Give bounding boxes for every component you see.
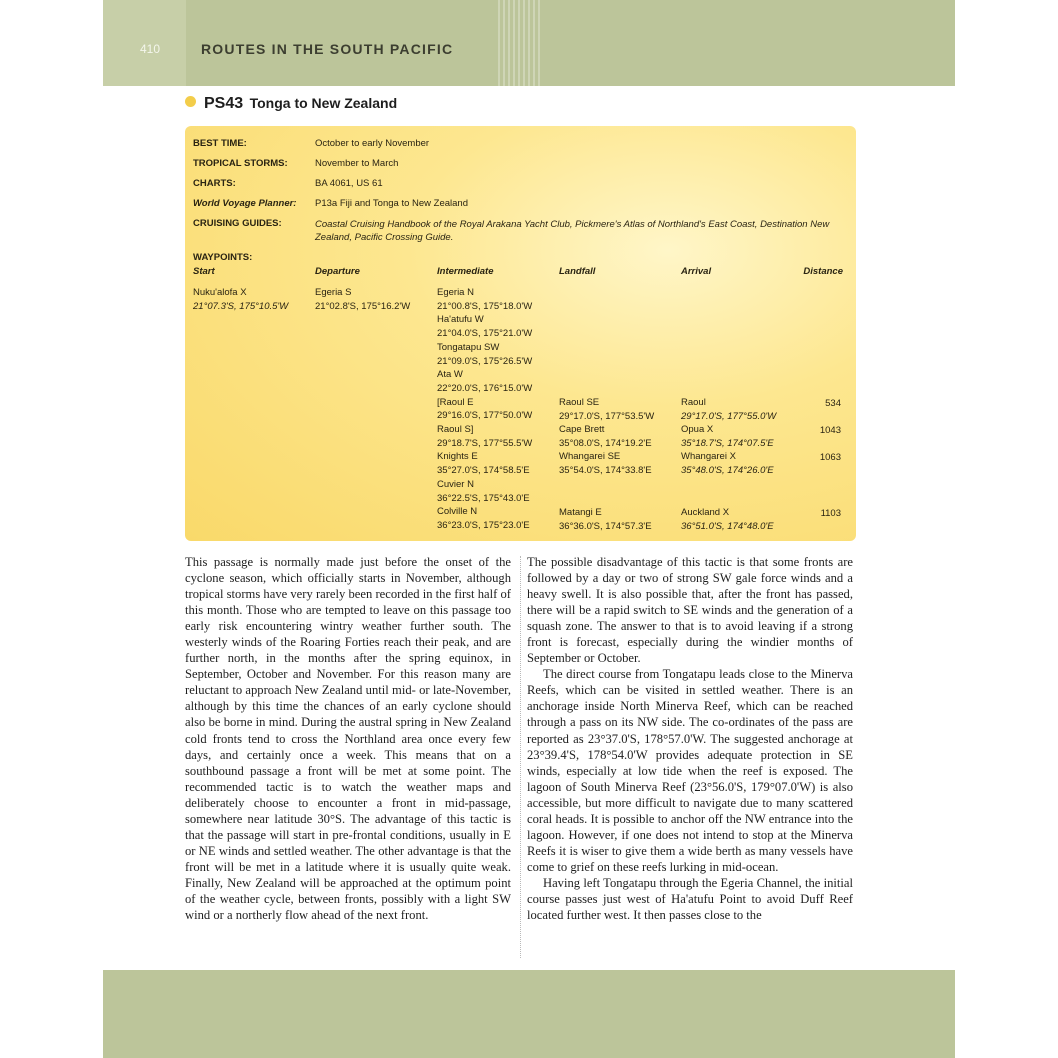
- waypoint-name: Tongatapu SW: [437, 341, 500, 353]
- column-header-distance: Distance: [803, 266, 843, 277]
- yellow-bullet-icon: [185, 96, 196, 107]
- route-distance: 1103: [820, 508, 841, 519]
- body-column-left: [185, 554, 511, 923]
- waypoint-coord: 21°00.8'S, 175°18.0'W: [437, 300, 533, 312]
- waypoint-name: Cuvier N: [437, 478, 474, 490]
- waypoint-coord: 35°48.0'S, 174°26.0'E: [681, 464, 774, 476]
- column-header-arrival: Arrival: [681, 266, 712, 277]
- arrival-waypoint: [681, 423, 774, 450]
- waypoint-name: Ha'atufu W: [437, 314, 484, 326]
- column-header-departure: Departure: [315, 266, 360, 277]
- body-paragraph: This passage is normally made just before the onset of the cyclone season, which officially starts in November, although tropical storms have very rarely been recorded in the first half of this month. Those who are tempted to leave on this passage too early risk encountering wintry weather further south. The westerly winds of the Roaring Forties reach their peak, and are further north, in the months after the spring equinox, in September, October and November. For this reason many are reluctant to approach New Zealand until mid- or late-November, although by this time the chances of an early cyclone should also be borne in mind. During the austral spring in New Zealand cold fronts tend to cross the Northland area once every few days, and certainly once a week. This means that on a southbound passage a front will be met at some point. The recommended tactic is to watch the weather maps and deliberately choose to encounter a front in mid-passage, somewhere near latitude 30°S. The advantage of this tactic is that the passage will start in pre-frontal conditions, usually in E or NE winds and settled weather. The other advantage is that the front will be met in a latitude where it is usually quite weak. Finally, New Zealand will be approached at the optimum point of the weather cycle, between fronts, possibly with a light SW wind or a northerly flow ahead of the next front.: [185, 555, 511, 923]
- body-paragraph: Having left Tongatapu through the Egeria Channel, the initial course passes just west of Ha'atufu Point to avoid Duff Reef located further west. It then passes close to the: [527, 875, 853, 923]
- waypoint-coord: 21°07.3'S, 175°10.5'W: [193, 300, 289, 312]
- waypoint-name: Nuku'alofa X: [193, 287, 247, 298]
- page: [103, 0, 955, 1058]
- waypoint-name: Opua X: [681, 424, 714, 435]
- waypoint-name: Cape Brett: [559, 424, 605, 435]
- arrival-waypoint: [681, 506, 774, 533]
- waypoint-coord: 35°08.0'S, 174°19.2'E: [559, 437, 652, 449]
- info-value: Coastal Cruising Handbook of the Royal Arakana Yacht Club, Pickmere's Atlas of Northland's East Coast, Destination New Zealand, Pacific Crossing Guide.: [315, 219, 830, 243]
- waypoint-coord: 21°09.0'S, 175°26.5'W: [437, 355, 533, 367]
- column-header-landfall: Landfall: [559, 266, 596, 277]
- waypoint-name: Whangarei SE: [559, 451, 621, 462]
- waypoint-name: Raoul S]: [437, 424, 474, 436]
- start-waypoint: [193, 286, 288, 313]
- waypoint-name: Egeria S: [315, 287, 352, 298]
- column-header-start: Start: [193, 266, 215, 277]
- route-title: Tonga to New Zealand: [249, 95, 398, 111]
- waypoint-coord: 29°18.7'S, 177°55.5'W: [437, 437, 533, 449]
- waypoint-coord: 35°54.0'S, 174°33.8'E: [559, 464, 652, 476]
- waypoint-coord: 36°51.0'S, 174°48.0'E: [681, 520, 774, 532]
- waypoints-label: WAYPOINTS:: [193, 252, 253, 263]
- info-label: TROPICAL STORMS:: [193, 158, 288, 169]
- waypoint-name: Matangi E: [559, 507, 602, 518]
- waypoint-name: Raoul SE: [559, 397, 600, 408]
- route-info-box: [185, 126, 856, 541]
- info-label: BEST TIME:: [193, 138, 247, 149]
- waypoint-coord: 35°18.7'S, 174°07.5'E: [681, 437, 774, 449]
- info-value: P13a Fiji and Tonga to New Zealand: [315, 198, 468, 209]
- waypoint-coord: 36°23.0'S, 175°23.0'E: [437, 519, 530, 531]
- running-title: ROUTES IN THE SOUTH PACIFIC: [201, 41, 454, 57]
- landfall-waypoint: [559, 423, 652, 450]
- landfall-waypoint: [559, 450, 652, 477]
- route-distance: 1063: [819, 452, 841, 463]
- waypoint-coord: 21°04.0'S, 175°21.0'W: [437, 328, 533, 340]
- info-label: CRUISING GUIDES:: [193, 218, 282, 229]
- waypoint-name: Auckland X: [681, 507, 730, 518]
- waypoint-coord: 29°17.0'S, 177°55.0'W: [681, 410, 777, 422]
- waypoint-name: Knights E: [437, 451, 478, 463]
- route-code: PS43: [204, 95, 244, 112]
- waypoint-name: Colville N: [437, 506, 478, 518]
- body-paragraph: The direct course from Tongatapu leads close to the Minerva Reefs, which can be visited in settled weather. There is an anchorage inside North Minerva Reef, which can be reached through a pass on its NW side. The co-ordinates of the pass are reported as 23°37.0'S, 178°57.0'W. The suggested anchorage at 23°39.4'S, 178°54.0'W provides adequate protection in SE winds, especially at low tide when the reef is exposed. The lagoon of South Minerva Reef (23°56.0'S, 179°07.0'W) is also accessible, but more difficult to navigate due to many scattered coral heads. It is possible to anchor off the NW entrance into the lagoon. However, if one does not intend to stop at the Minerva Reefs it is wiser to give them a wide berth as many vessels have come to grief on these reefs lurking in mid-ocean.: [527, 667, 853, 874]
- landfall-waypoint: [559, 396, 654, 423]
- page-number: 410: [140, 42, 161, 56]
- info-label: World Voyage Planner:: [193, 198, 297, 209]
- header-stripe-pattern: [498, 0, 543, 86]
- arrival-waypoint: [681, 396, 776, 423]
- waypoint-name: Egeria N: [437, 287, 474, 298]
- info-value: BA 4061, US 61: [315, 178, 383, 189]
- route-distance: 534: [825, 398, 841, 409]
- page-header: [103, 0, 955, 86]
- column-divider: [520, 556, 522, 958]
- info-value: October to early November: [315, 138, 430, 149]
- waypoint-coord: 36°36.0'S, 174°57.3'E: [559, 520, 652, 532]
- arrival-waypoint: [681, 450, 774, 477]
- waypoint-coord: 29°17.0'S, 177°53.5'W: [559, 410, 655, 422]
- departure-waypoint: [315, 286, 410, 313]
- waypoint-coord: 29°16.0'S, 177°50.0'W: [437, 410, 533, 422]
- section-heading: [185, 95, 397, 117]
- body-paragraph: The possible disadvantage of this tactic is that some fronts are followed by a day or two of strong SW gale force winds and a heavy swell. It is also possible that, after the front has passed, there will be a rapid switch to SE winds and the generation of a squash zone. The answer to that is to avoid leaving if a strong front is forecast, especially during the windier months of September or October.: [527, 555, 853, 666]
- waypoint-coord: 21°02.8'S, 175°16.2'W: [315, 300, 411, 312]
- route-distance: 1043: [819, 425, 841, 436]
- column-header-intermediate: Intermediate: [437, 266, 494, 277]
- waypoint-coord: 36°22.5'S, 175°43.0'E: [437, 492, 530, 504]
- body-column-right: [527, 554, 853, 923]
- waypoint-coord: 35°27.0'S, 174°58.5'E: [437, 465, 530, 477]
- page-footer-band: [103, 970, 955, 1058]
- landfall-waypoint: [559, 506, 652, 533]
- waypoint-name: Raoul: [681, 397, 706, 408]
- waypoint-coord: 22°20.0'S, 176°15.0'W: [437, 382, 533, 394]
- page-number-box: [103, 0, 186, 86]
- info-value: November to March: [315, 158, 399, 169]
- waypoint-name: Whangarei X: [681, 451, 736, 462]
- waypoint-name: [Raoul E: [437, 396, 474, 408]
- info-label: CHARTS:: [193, 178, 236, 189]
- waypoint-name: Ata W: [437, 369, 463, 381]
- intermediate-waypoints: [437, 286, 532, 533]
